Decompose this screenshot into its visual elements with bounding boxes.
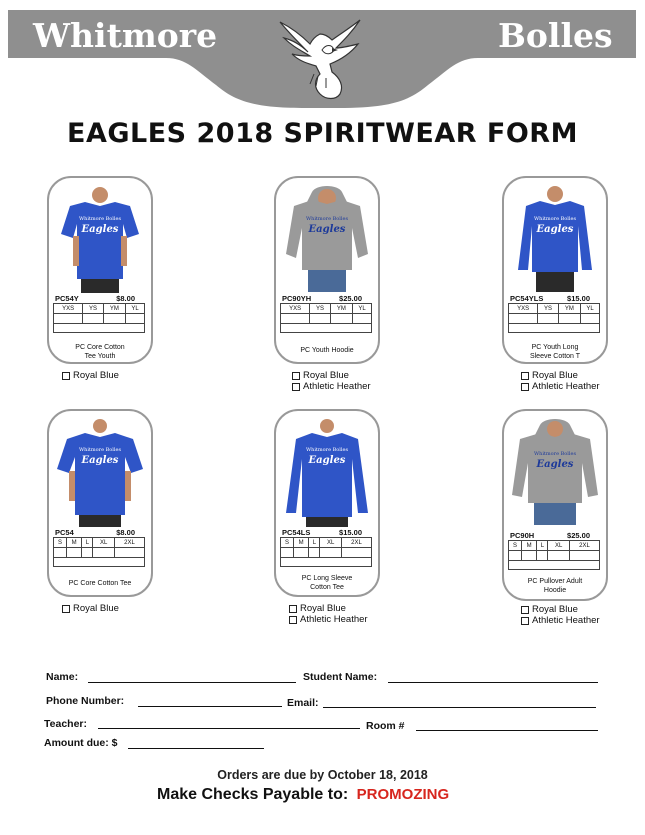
- color-option-label: Athletic Heather: [532, 381, 600, 392]
- qty-cell[interactable]: [54, 548, 67, 558]
- size-cell: YXS: [509, 304, 538, 314]
- product-description: Cotton Tee: [310, 584, 344, 591]
- product-card-pc90yh: [274, 176, 380, 364]
- qty-cell[interactable]: [293, 548, 308, 558]
- qty-cell[interactable]: [537, 551, 548, 561]
- qty-cell[interactable]: [93, 548, 114, 558]
- size-cell: L: [537, 541, 548, 551]
- qty-cell[interactable]: [281, 314, 310, 324]
- size-grid: [508, 540, 600, 570]
- size-cell: M: [293, 538, 308, 548]
- total-cell[interactable]: [509, 561, 600, 570]
- price-label: $25.00: [567, 531, 590, 540]
- size-cell: XL: [320, 538, 341, 548]
- qty-cell[interactable]: [83, 314, 103, 324]
- qty-cell[interactable]: [114, 548, 144, 558]
- product-description: PC Core Cotton Tee: [68, 580, 132, 587]
- price-label: $8.00: [116, 528, 135, 537]
- school-name-right: Bolles: [498, 16, 613, 55]
- checkbox-royal-blue[interactable]: [521, 606, 529, 614]
- size-cell: YM: [330, 304, 353, 314]
- checkbox-royal-blue[interactable]: [292, 372, 300, 380]
- product-card-pc54ls: [274, 409, 380, 597]
- size-cell: M: [66, 538, 81, 548]
- qty-cell[interactable]: [521, 551, 536, 561]
- school-name-left: Whitmore: [33, 16, 218, 55]
- size-cell: 2XL: [569, 541, 599, 551]
- email-label: Email:: [287, 697, 319, 709]
- payee-name: PROMOZING: [356, 786, 450, 803]
- product-description: PC Pullover Adult: [527, 578, 583, 585]
- product-card-pc54y: [47, 176, 153, 364]
- size-cell: YL: [581, 304, 600, 314]
- price-label: $8.00: [116, 294, 135, 303]
- product-photo-youth-tee: [55, 184, 145, 294]
- qty-cell[interactable]: [281, 548, 294, 558]
- product-card-pc54: [47, 409, 153, 597]
- size-cell: XL: [93, 538, 114, 548]
- size-cell: S: [54, 538, 67, 548]
- qty-cell[interactable]: [309, 548, 320, 558]
- checkbox-athletic-heather[interactable]: [521, 383, 529, 391]
- shirt-script: Eagles: [81, 224, 119, 235]
- name-field[interactable]: [88, 682, 296, 683]
- checkbox-royal-blue[interactable]: [289, 605, 297, 613]
- email-field[interactable]: [323, 707, 596, 708]
- qty-cell[interactable]: [54, 314, 83, 324]
- size-cell: XL: [548, 541, 569, 551]
- teacher-label: Teacher:: [44, 718, 87, 730]
- size-cell: S: [509, 541, 522, 551]
- total-cell[interactable]: [54, 324, 145, 333]
- size-cell: YS: [538, 304, 558, 314]
- size-grid: [53, 303, 145, 333]
- size-grid: [280, 303, 372, 333]
- checkbox-royal-blue[interactable]: [521, 372, 529, 380]
- size-grid: [53, 537, 145, 567]
- shirt-text: Whitmore Bolles: [533, 216, 577, 222]
- shirt-text: Whitmore Bolles: [78, 216, 122, 222]
- size-cell: S: [281, 538, 294, 548]
- shirt-script: Eagles: [308, 455, 346, 466]
- qty-cell[interactable]: [66, 548, 81, 558]
- product-description: PC Youth Long: [531, 344, 579, 351]
- qty-cell[interactable]: [581, 314, 600, 324]
- qty-cell[interactable]: [341, 548, 371, 558]
- sku-label: PC90YH: [282, 294, 312, 303]
- size-cell: YS: [310, 304, 330, 314]
- size-cell: M: [521, 541, 536, 551]
- product-card-pc90h: [502, 409, 608, 601]
- product-description: Hoodie: [543, 587, 567, 594]
- qty-cell[interactable]: [320, 548, 341, 558]
- qty-cell[interactable]: [548, 551, 569, 561]
- shirt-script: Eagles: [308, 224, 346, 235]
- color-option-label: Royal Blue: [300, 603, 346, 614]
- size-cell: YS: [83, 304, 103, 314]
- phone-label: Phone Number:: [46, 695, 125, 707]
- qty-cell[interactable]: [330, 314, 353, 324]
- price-label: $15.00: [567, 294, 590, 303]
- sku-label: PC54LS: [282, 528, 311, 537]
- color-option-label: Royal Blue: [532, 370, 578, 381]
- total-cell[interactable]: [54, 558, 145, 567]
- size-grid: [508, 303, 600, 333]
- shirt-script: Eagles: [81, 455, 119, 466]
- eagle-logo-icon: [270, 14, 370, 104]
- size-cell: YM: [103, 304, 126, 314]
- qty-cell[interactable]: [538, 314, 558, 324]
- payable-label: Make Checks Payable to:: [157, 786, 349, 803]
- shirt-text: Whitmore Bolles: [78, 447, 122, 453]
- checkbox-royal-blue[interactable]: [62, 372, 70, 380]
- price-label: $15.00: [339, 528, 362, 537]
- size-cell: YXS: [54, 304, 83, 314]
- shirt-text: Whitmore Bolles: [533, 451, 577, 457]
- color-option-label: Royal Blue: [73, 370, 119, 381]
- sku-label: PC90H: [510, 531, 535, 540]
- teacher-field[interactable]: [98, 728, 360, 729]
- total-cell[interactable]: [281, 324, 372, 333]
- qty-cell[interactable]: [509, 314, 538, 324]
- shirt-text: Whitmore Bolles: [305, 216, 349, 222]
- size-cell: YXS: [281, 304, 310, 314]
- color-option-label: Royal Blue: [532, 604, 578, 615]
- product-description: PC Core Cotton: [75, 344, 125, 351]
- student-name-field[interactable]: [388, 682, 598, 683]
- sku-label: PC54YLS: [510, 294, 544, 303]
- product-photo-adult-hoodie: [510, 417, 600, 527]
- amount-due-label: Amount due: $: [44, 737, 118, 749]
- qty-cell[interactable]: [82, 548, 93, 558]
- product-description: Sleeve Cotton T: [529, 353, 581, 360]
- qty-cell[interactable]: [569, 551, 599, 561]
- payable-notice: [157, 786, 449, 804]
- size-grid: [280, 537, 372, 567]
- shirt-script: Eagles: [536, 459, 574, 470]
- shirt-script: Eagles: [536, 224, 574, 235]
- amount-due-field[interactable]: [128, 748, 264, 749]
- product-photo-youth-hoodie: [282, 184, 372, 294]
- sku-label: PC54: [55, 528, 74, 537]
- product-card-pc54yls: [502, 176, 608, 364]
- checkbox-athletic-heather[interactable]: [521, 617, 529, 625]
- qty-cell[interactable]: [126, 314, 145, 324]
- qty-cell[interactable]: [509, 551, 522, 561]
- color-option-label: Athletic Heather: [300, 614, 368, 625]
- student-name-label: Student Name:: [303, 671, 378, 683]
- due-date-notice: Orders are due by October 18, 2018: [217, 768, 428, 782]
- product-photo-adult-tee: [55, 417, 145, 527]
- checkbox-athletic-heather[interactable]: [289, 616, 297, 624]
- sku-label: PC54Y: [55, 294, 79, 303]
- room-label: Room #: [366, 720, 405, 732]
- shirt-text: Whitmore Bolles: [305, 447, 349, 453]
- size-cell: YM: [558, 304, 581, 314]
- total-cell[interactable]: [281, 558, 372, 567]
- color-option-label: Royal Blue: [303, 370, 349, 381]
- qty-cell[interactable]: [310, 314, 330, 324]
- qty-cell[interactable]: [353, 314, 372, 324]
- qty-cell[interactable]: [103, 314, 126, 324]
- checkbox-royal-blue[interactable]: [62, 605, 70, 613]
- product-description: PC Long Sleeve: [301, 575, 353, 582]
- room-field[interactable]: [416, 730, 598, 731]
- color-option-label: Athletic Heather: [532, 615, 600, 626]
- product-photo-youth-long-sleeve: [510, 184, 600, 294]
- price-label: $25.00: [339, 294, 362, 303]
- size-cell: 2XL: [341, 538, 371, 548]
- size-cell: L: [82, 538, 93, 548]
- name-label: Name:: [46, 671, 79, 683]
- total-cell[interactable]: [509, 324, 600, 333]
- size-cell: 2XL: [114, 538, 144, 548]
- product-photo-long-sleeve: [282, 417, 372, 527]
- size-cell: L: [309, 538, 320, 548]
- phone-field[interactable]: [138, 706, 282, 707]
- size-cell: YL: [353, 304, 372, 314]
- color-option-label: Royal Blue: [73, 603, 119, 614]
- size-cell: YL: [126, 304, 145, 314]
- checkbox-athletic-heather[interactable]: [292, 383, 300, 391]
- qty-cell[interactable]: [558, 314, 581, 324]
- color-option-label: Athletic Heather: [303, 381, 371, 392]
- product-description: PC Youth Hoodie: [300, 347, 354, 354]
- form-title: EAGLES 2018 SPIRITWEAR FORM: [67, 118, 578, 149]
- product-description: Tee Youth: [84, 353, 116, 360]
